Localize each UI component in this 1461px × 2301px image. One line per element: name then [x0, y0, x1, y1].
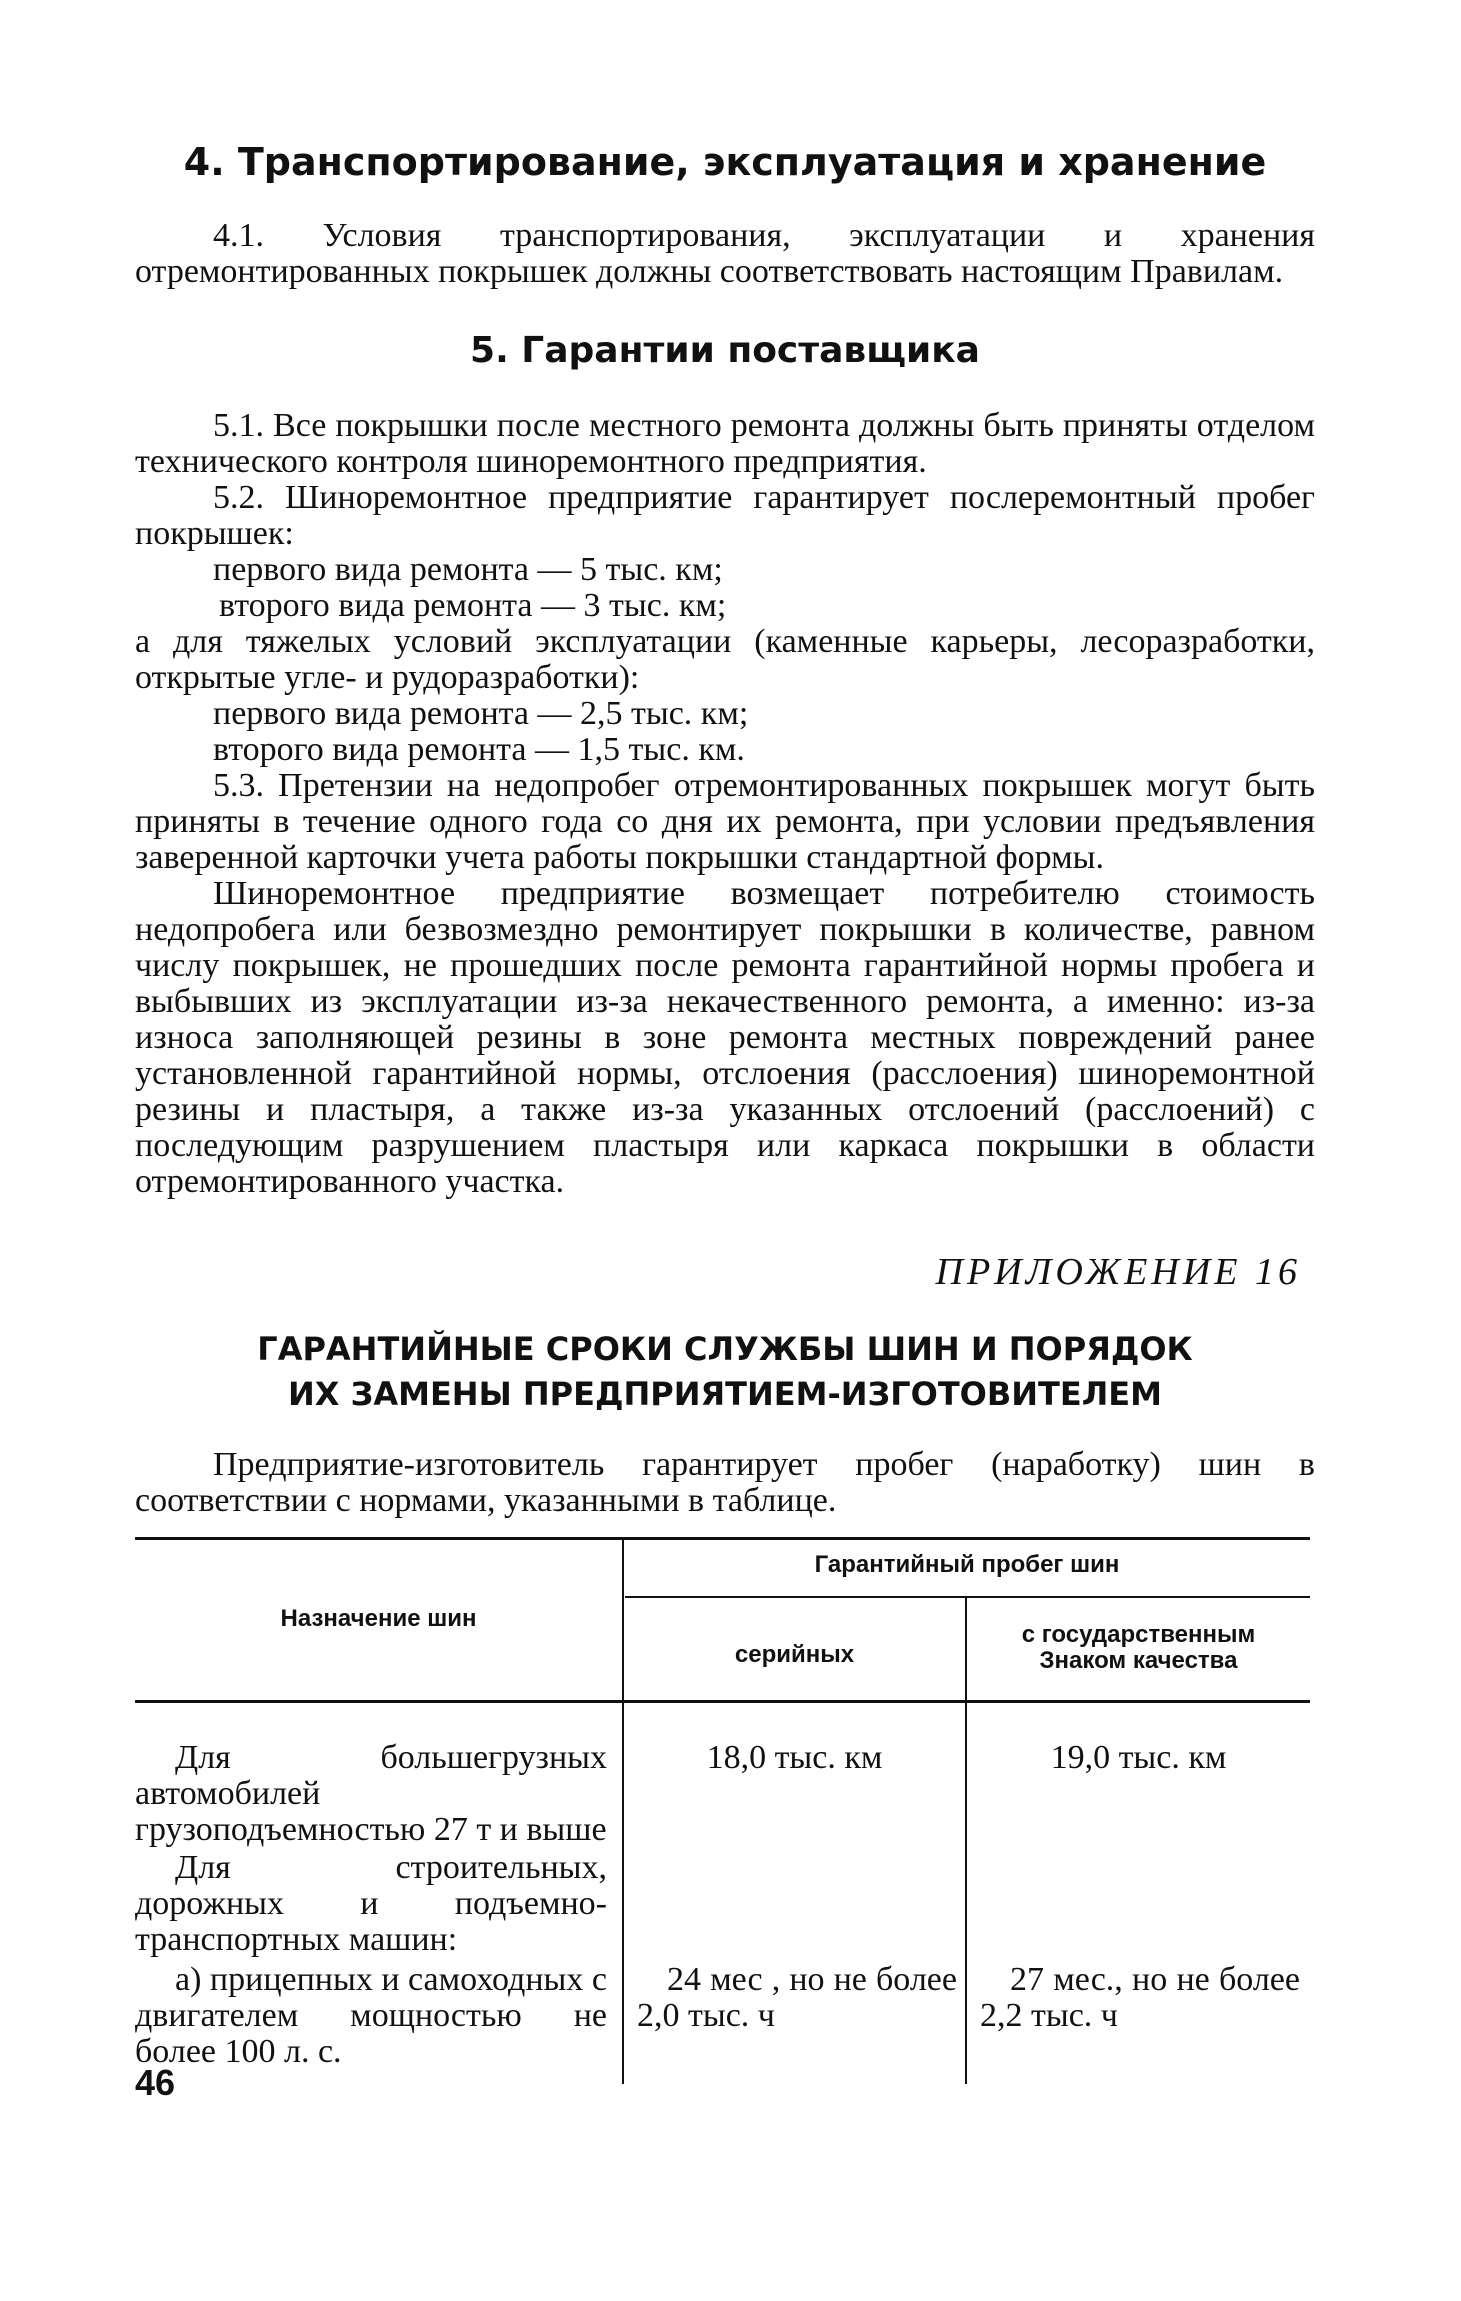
table-row-1-serial: 18,0 тыс. км [706, 1739, 883, 1776]
table-row-1-purpose: Для большегрузных автомобилей грузоподъемностью 27 т и выше [135, 1739, 607, 1848]
table-header-quality [967, 1622, 1310, 1674]
table-top-rule [135, 1537, 1310, 1540]
list-line-4: второго вида ремонта — 1,5 тыс. км. [213, 731, 745, 768]
list-line-1: первого вида ремонта — 5 тыс. км; [213, 551, 723, 588]
section-5-body [135, 408, 1315, 1200]
appendix-label: ПРИЛОЖЕНИЕ 16 [935, 1251, 1301, 1293]
appendix-title-line-1: ГАРАНТИЙНЫЕ СРОКИ СЛУЖБЫ ШИН И ПОРЯДОК [257, 1330, 1193, 1368]
list-line-3: первого вида ремонта — 2,5 тыс. км; [213, 695, 749, 732]
table-header-bottom-rule [135, 1700, 1310, 1703]
section-5-heading: 5. Гарантии поставщика [470, 330, 980, 371]
paragraph-5-3-cont: Шиноремонтное предприятие возмещает потребителю стоимость недопробега или безвозмездно ремонтирует покрышки в количестве, равном числу покрышек, не прошедших после ремонта гарантийной нормы пробега и выбывших из эксплуатации из-за некачественного ремонта, а именно: из-за износа заполняющей резины в зоне ремонта местных повреждений ранее установленной гарантийной нормы, отслоения (расслоения) шиноремонтной резины и пластыря, а также из-за указанных отслоений (расслоений) с последующим разрушением пластыря или каркаса покрышки в области отремонтированного участка. [135, 875, 1315, 1200]
page-number: 46 [135, 2062, 176, 2103]
table-row-3-purpose: а) прицепных и самоходных с двигателем мощностью не более 100 л. с. [135, 1961, 607, 2070]
paragraph-5-2: 5.2. Шиноремонтное предприятие гарантирует послеремонтный пробег покрышек: [135, 479, 1315, 552]
appendix-body [135, 1447, 1315, 1519]
paragraph-4-1: 4.1. Условия транспортирования, эксплуатации и хранения отремонтированных покрышек должны соответствовать настоящим Правилам. [135, 217, 1315, 290]
table-vertical-rule-1 [622, 1540, 624, 2084]
paragraph-5-3: 5.3. Претензии на недопробег отремонтированных покрышек могут быть приняты в течение одного года со дня их ремонта, при условии предъявления заверенной карточки учета работы покрышки стандартной формы. [135, 767, 1315, 876]
paragraph-5-2-heavy: а для тяжелых условий эксплуатации (каменные карьеры, лесоразработки, открытые угле- и рудоразработки): [135, 623, 1315, 696]
paragraph-5-1: 5.1. Все покрышки после местного ремонта должны быть приняты отделом технического контроля шиноремонтного предприятия. [135, 407, 1315, 480]
table-header-quality-line-1: с государственным [1021, 1621, 1256, 1648]
table-row-3-serial: 24 мес , но не более 2,0 тыс. ч [637, 1961, 957, 2034]
table-header-quality-line-2: Знаком качества [1039, 1647, 1238, 1674]
section-4-body [135, 218, 1315, 290]
table-header-warranty: Гарантийный пробег шин [814, 1551, 1120, 1578]
list-line-2: второго вида ремонта — 3 тыс. км; [219, 587, 727, 624]
table-row-1-quality: 19,0 тыс. км [1050, 1739, 1227, 1776]
table-row-2-purpose: Для строительных, дорожных и подъемно-транспортных машин: [135, 1849, 607, 1958]
table-group-rule [625, 1596, 1310, 1598]
table-header-purpose: Назначение шин [280, 1605, 477, 1632]
section-4-heading: 4. Транспортирование, эксплуатация и хранение [183, 140, 1267, 184]
appendix-intro: Предприятие-изготовитель гарантирует пробег (наработку) шин в соответствии с нормами, указанными в таблице. [135, 1446, 1315, 1519]
table-row-3-quality: 27 мес., но не более 2,2 тыс. ч [980, 1961, 1300, 2034]
appendix-title-line-2: ИХ ЗАМЕНЫ ПРЕДПРИЯТИЕМ-ИЗГОТОВИТЕЛЕМ [288, 1375, 1162, 1413]
table-header-serial: серийных [734, 1641, 855, 1668]
